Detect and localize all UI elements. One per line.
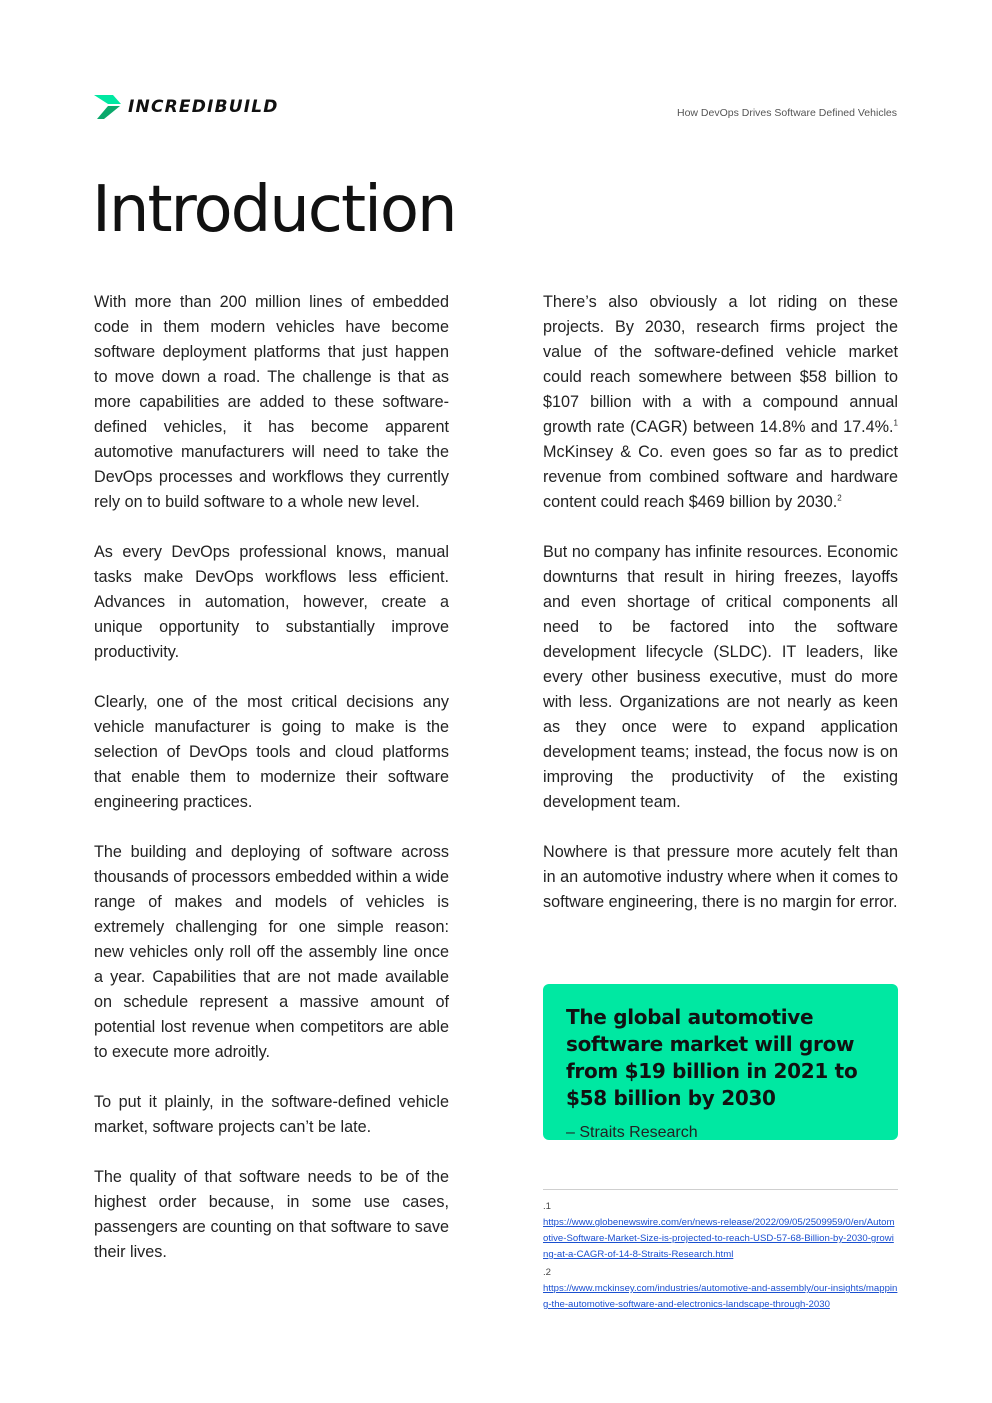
paragraph: To put it plainly, in the software-defined vehicle market, software projects can’t be late. (94, 1093, 449, 1136)
footnote-link[interactable]: https://www.mckinsey.com/industries/automotive-and-assembly/our-insights/mapping-the-automotive-software-and-electronics-landscape-through-2030 (543, 1283, 898, 1310)
quote-callout (543, 984, 898, 1140)
paragraph: With more than 200 million lines of embedded code in them modern vehicles have become software deployment platforms that just happen to move down a road. The challenge is that as more capabilities are added to these software-defined vehicles, it has become apparent automotive manufacturers will need to take the DevOps processes and workflows they currently rely on to build software to a whole new level. (94, 293, 449, 511)
footnote-number: .1 (543, 1201, 552, 1212)
paragraph-text: McKinsey & Co. even goes so far as to predict revenue from combined software and hardware content could reach $469 billion by 2030. (543, 443, 898, 511)
incredibuild-logo-icon (94, 95, 122, 119)
footnote-divider (543, 1189, 898, 1190)
callout-source: – Straits Research (566, 1124, 698, 1141)
paragraph: The building and deploying of software across thousands of processors embedded within a wide range of makes and models of vehicles is extremely challenging for one simple reason: new vehicles only roll off the assembly line once a year. Capabilities that are not made available on schedule represent a massive amount of potential lost revenue when competitors are able to execute more adroitly. (94, 843, 449, 1061)
callout-quote: The global automotive software market will grow from $19 billion in 2021 to $58 billion by 2030 (566, 1005, 858, 1110)
paragraph: Clearly, one of the most critical decisions any vehicle manufacturer is going to make is the selection of DevOps tools and cloud platforms that enable them to modernize their software engineering practices. (94, 693, 449, 811)
footnote-number: .2 (543, 1267, 552, 1278)
footnote-link[interactable]: https://www.globenewswire.com/en/news-release/2022/09/05/2509959/0/en/Automotive-Software-Market-Size-is-projected-to-reach-USD-57-68-Billion-by-2030-growing-at-a-CAGR-of-14-8-Straits-Research.html (543, 1217, 895, 1260)
left-column (94, 290, 449, 1290)
paragraph-text: There’s also obviously a lot riding on these projects. By 2030, research firms project the value of the software-defined vehicle market could reach somewhere between $58 billion to $107 billion with a with a compound annual growth rate (CAGR) between 14.8% and 17.4%. (543, 293, 898, 436)
footnote-1 (543, 1199, 898, 1263)
brand-logo (94, 94, 279, 120)
paragraph: But no company has infinite resources. Economic downturns that result in hiring freezes, layoffs and even shortage of critical components all need to be factored into the software development lifecycle (SLDC). IT leaders, like every other business executive, must do more with less. Organizations are not nearly as keen as they once were to expand application development teams; instead, the focus now is on improving the productivity of the existing development team. (543, 543, 898, 811)
right-column (543, 290, 898, 940)
paragraph (543, 290, 898, 515)
footnote-ref-1[interactable]: 1 (893, 418, 898, 428)
paragraph: As every DevOps professional knows, manual tasks make DevOps workflows less efficient. Advances in automation, however, create a unique opportunity to substantially improve productivity. (94, 543, 449, 661)
footnote-ref-2[interactable]: 2 (837, 493, 842, 503)
page-title: Introduction (92, 173, 456, 247)
document-title: How DevOps Drives Software Defined Vehicles (676, 107, 897, 119)
paragraph: The quality of that software needs to be of the highest order because, in some use cases, passengers are counting on that software to save their lives. (94, 1168, 449, 1261)
brand-name: INCREDIBUILD (128, 97, 279, 117)
paragraph: Nowhere is that pressure more acutely felt than in an automotive industry where when it comes to software engineering, there is no margin for error. (543, 843, 898, 911)
footnote-2 (543, 1265, 898, 1313)
